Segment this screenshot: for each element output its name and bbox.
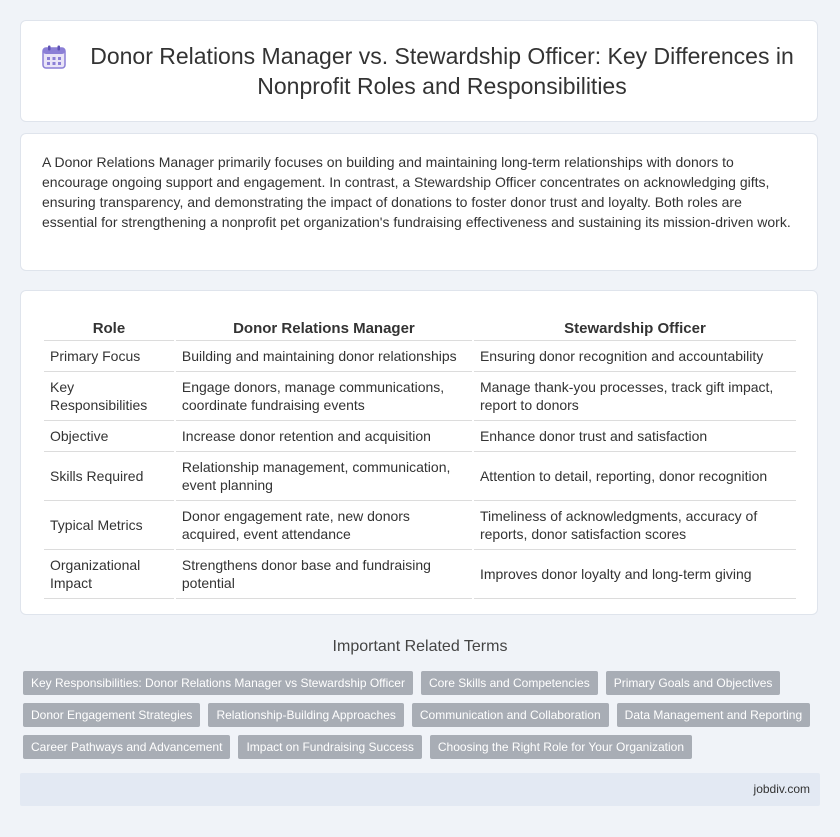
- header-stewardship-officer: Stewardship Officer: [474, 307, 796, 341]
- row-label: Organizational Impact: [44, 550, 174, 599]
- intro-card: [20, 133, 818, 271]
- related-term-tag[interactable]: Donor Engagement Strategies: [23, 703, 200, 727]
- calendar-icon: [41, 44, 67, 70]
- page-title: Donor Relations Manager vs. Stewardship Officer: Key Differences in Nonprofit Roles and Responsibilities: [90, 43, 794, 99]
- row-label: Key Responsibilities: [44, 372, 174, 421]
- table-row: [44, 550, 796, 599]
- table-cell: Strengthens donor base and fundraising potential: [176, 550, 472, 599]
- related-terms-title: Important Related Terms: [332, 638, 508, 655]
- table-row: [44, 341, 796, 372]
- footer-bar: [20, 773, 820, 806]
- related-term-tag[interactable]: Career Pathways and Advancement: [23, 735, 230, 759]
- row-label: Objective: [44, 421, 174, 452]
- table-row: [44, 452, 796, 501]
- related-term-tag[interactable]: Relationship-Building Approaches: [208, 703, 403, 727]
- row-label: Primary Focus: [44, 341, 174, 372]
- related-term-tag[interactable]: Core Skills and Competencies: [421, 671, 598, 695]
- intro-text: A Donor Relations Manager primarily focuses on building and maintaining long-term relationships with donors to encourage ongoing support and engagement. In contrast, a Stewardship Officer concentrates on acknowledging gifts, ensuring transparency, and demonstrating the impact of donations to foster donor trust and loyalty. Both roles are essential for strengthening a nonprofit pet organization's fundraising effectiveness and sustaining its mission-driven work.: [42, 154, 791, 230]
- row-label: Typical Metrics: [44, 501, 174, 550]
- table-cell: Manage thank-you processes, track gift impact, report to donors: [474, 372, 796, 421]
- header-donor-relations-manager: Donor Relations Manager: [176, 307, 472, 341]
- table-cell: Relationship management, communication, event planning: [176, 452, 472, 501]
- table-cell: Timeliness of acknowledgments, accuracy of reports, donor satisfaction scores: [474, 501, 796, 550]
- related-term-tag[interactable]: Primary Goals and Objectives: [606, 671, 781, 695]
- table-cell: Donor engagement rate, new donors acquired, event attendance: [176, 501, 472, 550]
- related-terms-tags: [23, 671, 823, 759]
- table-cell: Attention to detail, reporting, donor recognition: [474, 452, 796, 501]
- table-cell: Building and maintaining donor relationships: [176, 341, 472, 372]
- table-row: [44, 501, 796, 550]
- table-row: [44, 421, 796, 452]
- table-cell: Engage donors, manage communications, coordinate fundraising events: [176, 372, 472, 421]
- comparison-table: [42, 307, 798, 599]
- header-card: [20, 20, 818, 122]
- table-header-row: [44, 307, 796, 341]
- table-cell: Increase donor retention and acquisition: [176, 421, 472, 452]
- footer-site-link[interactable]: jobdiv.com: [753, 782, 810, 796]
- related-term-tag[interactable]: Impact on Fundraising Success: [238, 735, 421, 759]
- table-row: [44, 372, 796, 421]
- table-cell: Enhance donor trust and satisfaction: [474, 421, 796, 452]
- table-cell: Ensuring donor recognition and accountability: [474, 341, 796, 372]
- comparison-table-card: [20, 290, 818, 615]
- table-cell: Improves donor loyalty and long-term giving: [474, 550, 796, 599]
- related-term-tag[interactable]: Key Responsibilities: Donor Relations Manager vs Stewardship Officer: [23, 671, 413, 695]
- related-term-tag[interactable]: Choosing the Right Role for Your Organization: [430, 735, 692, 759]
- related-term-tag[interactable]: Communication and Collaboration: [412, 703, 609, 727]
- row-label: Skills Required: [44, 452, 174, 501]
- related-term-tag[interactable]: Data Management and Reporting: [617, 703, 810, 727]
- header-role: Role: [44, 307, 174, 341]
